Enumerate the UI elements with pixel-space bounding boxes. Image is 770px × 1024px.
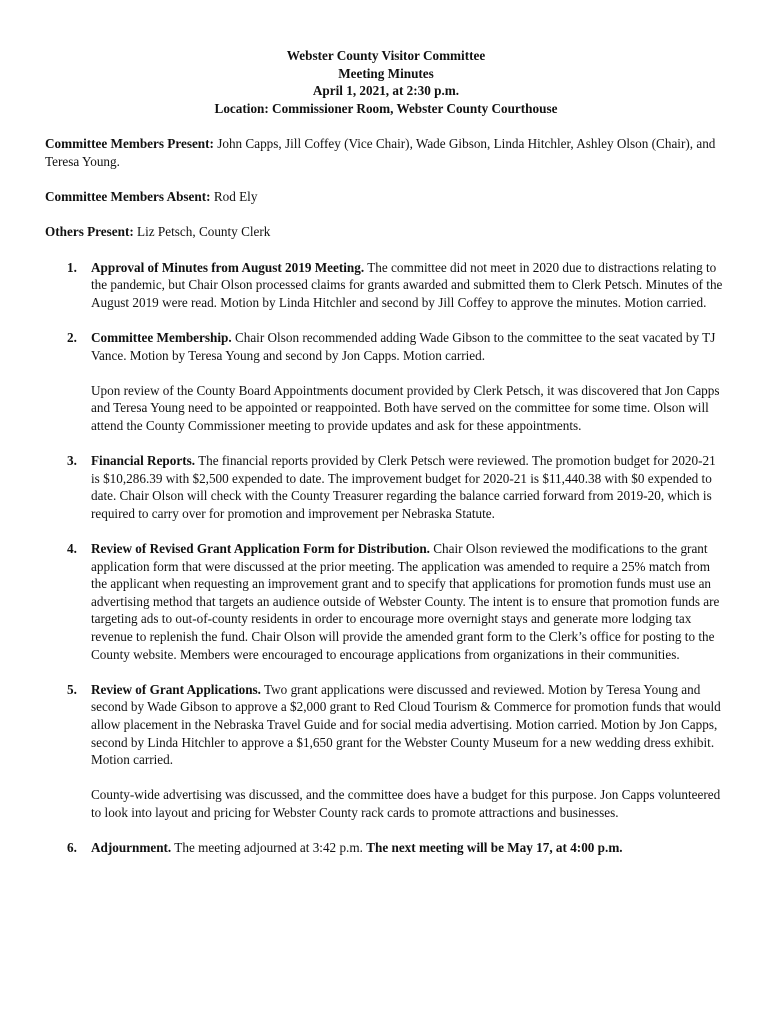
members-present-label: Committee Members Present: — [45, 136, 214, 152]
agenda-item-committee-membership — [45, 329, 727, 435]
meeting-location: Location: Commissioner Room, Webster County Courthouse — [214, 100, 558, 116]
minutes-document — [45, 47, 727, 874]
document-type: Meeting Minutes — [338, 65, 434, 81]
item-number: 4. — [67, 541, 77, 557]
item-text: The committee did not meet in 2020 due to distractions relating to the pandemic, but Chair Olson processed claims for grants awarded and submitted them to Clerk Petsch. Minutes of the August 2019 were read. Motion by Linda Hitchler and second by Jill Coffey to approve the minutes. Motion carried. — [91, 259, 723, 310]
item-text: The meeting adjourned at 3:42 p.m. — [171, 840, 367, 856]
item-text: Two grant applications were discussed and reviewed. Motion by Teresa Young and second by Wade Gibson to approve a $2,000 grant to Red Cloud Tourism & Commerce for promotion funds that would allow placement in the Nebraska Travel Guide and for social media advertising. Motion carried. Motion by Jon Capps, second by Linda Hitchler to approve a $1,650 grant for the Webster County Museum for a new wedding dress exhibit. Motion carried. — [91, 681, 721, 768]
agenda-items — [45, 259, 727, 857]
item-text: Chair Olson reviewed the modifications to the grant application form that were discussed at the prior meeting. The application was amended to require a 25% match from the applicant when requesting an improvement grant and to specify that applications for promotion funds must use an advertising method that targets an audience outside of Webster County. The intent is to ensure that promotion funds are targeting ads to out-of-county residents in order to encourage more overnight stays and generate more lodging tax revenue to replenish the fund. Chair Olson will provide the amended grant form to the Clerk’s office for posting to the County website. Members were encouraged to encourage applications from organizations in their communities. — [91, 541, 720, 662]
document-header — [45, 47, 727, 117]
agenda-item-revised-grant-form — [45, 540, 727, 663]
item-text: The financial reports provided by Clerk Petsch were reviewed. The promotion budget for 2020-21 is $10,286.39 with $2,500 expended to date. The improvement budget for 2020-21 is $11,440.38 with $0 expended to date. Chair Olson will check with the County Treasurer regarding the balance carried forward from 2019-20, which is required to carry over for promotion and improvement per Nebraska Statute. — [91, 453, 716, 521]
agenda-item-approval-of-minutes — [45, 259, 727, 312]
item-title: Review of Grant Applications. — [91, 681, 261, 697]
members-present — [45, 135, 727, 170]
meeting-date: April 1, 2021, at 2:30 p.m. — [312, 83, 460, 99]
item-title: Approval of Minutes from August 2019 Meeting. — [91, 259, 365, 275]
item-title: Adjournment. — [91, 840, 172, 856]
item-title: Financial Reports. — [91, 453, 196, 469]
item-text: Chair Olson recommended adding Wade Gibson to the committee to the seat vacated by TJ Vance. Motion by Teresa Young and second by Jon Capps. Motion carried. — [91, 329, 716, 363]
item-number: 5. — [67, 681, 77, 697]
agenda-item-adjournment — [45, 839, 727, 857]
item-followup-paragraph: Upon review of the County Board Appointments document provided by Clerk Petsch, it was discovered that Jon Capps and Teresa Young need to be appointed or reappointed. Both have served on the committee for some time. Olson will attend the County Commissioner meeting to provide updates and ask for these appointments. — [91, 382, 720, 433]
item-number: 1. — [67, 259, 77, 275]
item-number: 2. — [67, 329, 77, 345]
next-meeting-notice: The next meeting will be May 17, at 4:00 p.m. — [366, 840, 623, 856]
item-number: 6. — [67, 840, 77, 856]
others-present-label: Others Present: — [45, 224, 134, 240]
members-present-text: John Capps, Jill Coffey (Vice Chair), Wade Gibson, Linda Hitchler, Ashley Olson (Chair), and Teresa Young. — [45, 136, 716, 169]
others-present-text: Liz Petsch, County Clerk — [133, 224, 271, 240]
agenda-item-financial-reports — [45, 452, 727, 522]
committee-name: Webster County Visitor Committee — [286, 48, 486, 63]
members-absent — [45, 188, 727, 206]
item-title: Review of Revised Grant Application Form for Distribution. — [91, 541, 430, 557]
item-followup-paragraph: County-wide advertising was discussed, and the committee does have a budget for this purpose. Jon Capps volunteered to look into layout and pricing for Webster County rack cards to promote attractions and businesses. — [91, 787, 721, 820]
others-present — [45, 223, 727, 241]
item-number: 3. — [67, 453, 77, 469]
members-absent-label: Committee Members Absent: — [45, 189, 211, 205]
members-absent-text: Rod Ely — [210, 189, 258, 205]
agenda-item-grant-applications — [45, 681, 727, 822]
item-title: Committee Membership. — [91, 329, 232, 345]
